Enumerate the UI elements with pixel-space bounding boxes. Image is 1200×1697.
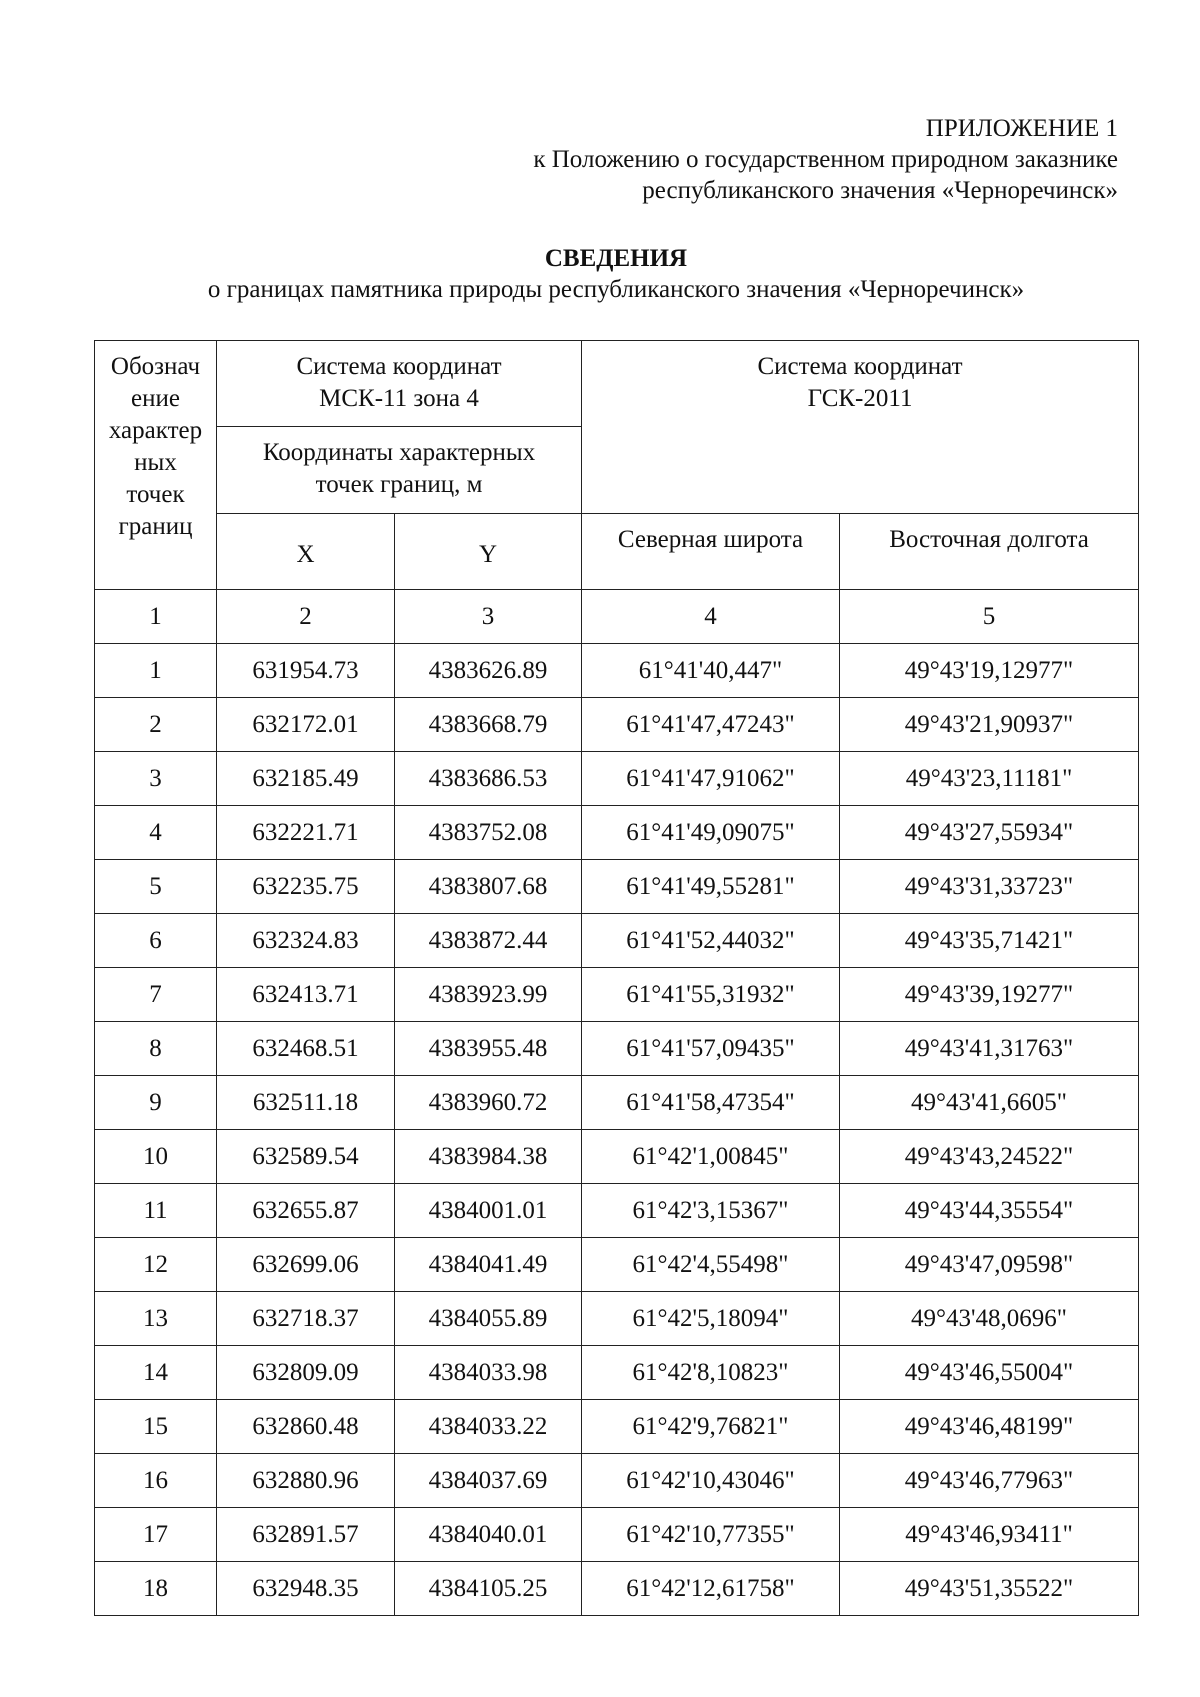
table-row xyxy=(95,1238,1139,1292)
cell-coord-y: 4383807.68 xyxy=(395,860,582,914)
table-row xyxy=(95,914,1139,968)
cell-point-number: 9 xyxy=(95,1076,217,1130)
cell-point-number: 10 xyxy=(95,1130,217,1184)
cell-coord-y: 4384041.49 xyxy=(395,1238,582,1292)
table-row xyxy=(95,1184,1139,1238)
cell-coord-y: 4383960.72 xyxy=(395,1076,582,1130)
cell-longitude: 49°43'43,24522" xyxy=(840,1130,1139,1184)
column-number: 3 xyxy=(395,590,582,644)
cell-point-number: 6 xyxy=(95,914,217,968)
table-row xyxy=(95,1022,1139,1076)
cell-point-number: 2 xyxy=(95,698,217,752)
table-row xyxy=(95,1292,1139,1346)
cell-coord-y: 4384105.25 xyxy=(395,1562,582,1616)
cell-coord-x: 632511.18 xyxy=(217,1076,395,1130)
cell-latitude: 61°41'52,44032" xyxy=(582,914,840,968)
cell-coord-y: 4383686.53 xyxy=(395,752,582,806)
cell-latitude: 61°41'55,31932" xyxy=(582,968,840,1022)
cell-latitude: 61°41'47,91062" xyxy=(582,752,840,806)
cell-point-number: 7 xyxy=(95,968,217,1022)
cell-coord-x: 632891.57 xyxy=(217,1508,395,1562)
cell-point-number: 8 xyxy=(95,1022,217,1076)
cell-latitude: 61°41'47,47243" xyxy=(582,698,840,752)
cell-point-number: 3 xyxy=(95,752,217,806)
header-msk-subtitle: Координаты характерных точек границ, м xyxy=(217,427,582,514)
cell-longitude: 49°43'41,6605" xyxy=(840,1076,1139,1130)
table-row xyxy=(95,1508,1139,1562)
cell-coord-y: 4383752.08 xyxy=(395,806,582,860)
column-number: 5 xyxy=(840,590,1139,644)
table-row xyxy=(95,1562,1139,1616)
cell-latitude: 61°42'4,55498" xyxy=(582,1238,840,1292)
cell-latitude: 61°41'57,09435" xyxy=(582,1022,840,1076)
cell-point-number: 18 xyxy=(95,1562,217,1616)
cell-coord-x: 632235.75 xyxy=(217,860,395,914)
table-row xyxy=(95,644,1139,698)
cell-latitude: 61°41'49,09075" xyxy=(582,806,840,860)
document-title: СВЕДЕНИЯ xyxy=(544,245,688,272)
cell-longitude: 49°43'46,55004" xyxy=(840,1346,1139,1400)
appendix-reference-cont: республиканского значения «Черноречинск» xyxy=(642,177,1118,204)
cell-latitude: 61°41'40,447" xyxy=(582,644,840,698)
table-body xyxy=(95,644,1139,1616)
table-row xyxy=(95,968,1139,1022)
cell-latitude: 61°42'8,10823" xyxy=(582,1346,840,1400)
cell-longitude: 49°43'46,93411" xyxy=(840,1508,1139,1562)
coordinates-table xyxy=(94,340,1139,1616)
cell-latitude: 61°41'49,55281" xyxy=(582,860,840,914)
appendix-reference: к Положению о государственном природном заказнике xyxy=(533,146,1118,173)
cell-latitude: 61°41'58,47354" xyxy=(582,1076,840,1130)
table-row xyxy=(95,752,1139,806)
cell-coord-x: 632880.96 xyxy=(217,1454,395,1508)
table-header-row xyxy=(95,514,1139,590)
cell-coord-x: 632699.06 xyxy=(217,1238,395,1292)
table-row xyxy=(95,860,1139,914)
cell-longitude: 49°43'27,55934" xyxy=(840,806,1139,860)
cell-coord-x: 632468.51 xyxy=(217,1022,395,1076)
cell-latitude: 61°42'3,15367" xyxy=(582,1184,840,1238)
cell-coord-x: 632221.71 xyxy=(217,806,395,860)
cell-longitude: 49°43'39,19277" xyxy=(840,968,1139,1022)
header-longitude: Восточная долгота xyxy=(840,514,1139,590)
cell-latitude: 61°42'10,77355" xyxy=(582,1508,840,1562)
cell-coord-x: 631954.73 xyxy=(217,644,395,698)
header-point-designation: Обознач ение характер ных точек границ xyxy=(95,341,217,590)
cell-coord-y: 4383955.48 xyxy=(395,1022,582,1076)
cell-latitude: 61°42'5,18094" xyxy=(582,1292,840,1346)
column-number: 1 xyxy=(95,590,217,644)
cell-longitude: 49°43'35,71421" xyxy=(840,914,1139,968)
cell-coord-y: 4383668.79 xyxy=(395,698,582,752)
cell-coord-x: 632413.71 xyxy=(217,968,395,1022)
cell-coord-x: 632860.48 xyxy=(217,1400,395,1454)
cell-coord-y: 4383923.99 xyxy=(395,968,582,1022)
cell-longitude: 49°43'48,0696" xyxy=(840,1292,1139,1346)
cell-latitude: 61°42'10,43046" xyxy=(582,1454,840,1508)
cell-latitude: 61°42'12,61758" xyxy=(582,1562,840,1616)
table-row xyxy=(95,1400,1139,1454)
cell-coord-x: 632809.09 xyxy=(217,1346,395,1400)
header-latitude: Северная широта xyxy=(582,514,840,590)
cell-coord-y: 4383872.44 xyxy=(395,914,582,968)
cell-point-number: 5 xyxy=(95,860,217,914)
header-msk-system: Система координат МСК-11 зона 4 xyxy=(217,341,582,427)
header-y: Y xyxy=(395,514,582,590)
cell-coord-x: 632948.35 xyxy=(217,1562,395,1616)
cell-coord-x: 632185.49 xyxy=(217,752,395,806)
table-row xyxy=(95,1346,1139,1400)
cell-longitude: 49°43'19,12977" xyxy=(840,644,1139,698)
cell-longitude: 49°43'21,90937" xyxy=(840,698,1139,752)
cell-longitude: 49°43'46,77963" xyxy=(840,1454,1139,1508)
cell-longitude: 49°43'46,48199" xyxy=(840,1400,1139,1454)
cell-longitude: 49°43'51,35522" xyxy=(840,1562,1139,1616)
cell-point-number: 1 xyxy=(95,644,217,698)
cell-coord-y: 4383626.89 xyxy=(395,644,582,698)
cell-coord-y: 4383984.38 xyxy=(395,1130,582,1184)
table-header-row xyxy=(95,341,1139,427)
table-row xyxy=(95,1076,1139,1130)
cell-coord-x: 632655.87 xyxy=(217,1184,395,1238)
cell-coord-y: 4384037.69 xyxy=(395,1454,582,1508)
cell-coord-y: 4384001.01 xyxy=(395,1184,582,1238)
header-gsk-system: Система координат ГСК-2011 xyxy=(582,341,1139,514)
cell-longitude: 49°43'23,11181" xyxy=(840,752,1139,806)
appendix-label: ПРИЛОЖЕНИЕ 1 xyxy=(925,115,1118,142)
cell-coord-x: 632172.01 xyxy=(217,698,395,752)
table-row xyxy=(95,1130,1139,1184)
cell-point-number: 15 xyxy=(95,1400,217,1454)
cell-point-number: 11 xyxy=(95,1184,217,1238)
cell-point-number: 16 xyxy=(95,1454,217,1508)
cell-point-number: 12 xyxy=(95,1238,217,1292)
cell-point-number: 14 xyxy=(95,1346,217,1400)
header-x: X xyxy=(217,514,395,590)
cell-coord-x: 632718.37 xyxy=(217,1292,395,1346)
column-number-row xyxy=(95,590,1139,644)
cell-latitude: 61°42'1,00845" xyxy=(582,1130,840,1184)
cell-longitude: 49°43'44,35554" xyxy=(840,1184,1139,1238)
table-row xyxy=(95,698,1139,752)
table-row xyxy=(95,806,1139,860)
cell-point-number: 13 xyxy=(95,1292,217,1346)
cell-point-number: 4 xyxy=(95,806,217,860)
cell-coord-y: 4384033.22 xyxy=(395,1400,582,1454)
table-row xyxy=(95,1454,1139,1508)
document-subtitle: о границах памятника природы республиканского значения «Черноречинск» xyxy=(207,276,1025,303)
cell-longitude: 49°43'47,09598" xyxy=(840,1238,1139,1292)
appendix-header xyxy=(318,113,1118,206)
column-number: 4 xyxy=(582,590,840,644)
cell-point-number: 17 xyxy=(95,1508,217,1562)
cell-coord-x: 632324.83 xyxy=(217,914,395,968)
cell-latitude: 61°42'9,76821" xyxy=(582,1400,840,1454)
cell-coord-y: 4384033.98 xyxy=(395,1346,582,1400)
cell-longitude: 49°43'31,33723" xyxy=(840,860,1139,914)
cell-longitude: 49°43'41,31763" xyxy=(840,1022,1139,1076)
column-number: 2 xyxy=(217,590,395,644)
cell-coord-y: 4384055.89 xyxy=(395,1292,582,1346)
cell-coord-y: 4384040.01 xyxy=(395,1508,582,1562)
cell-coord-x: 632589.54 xyxy=(217,1130,395,1184)
